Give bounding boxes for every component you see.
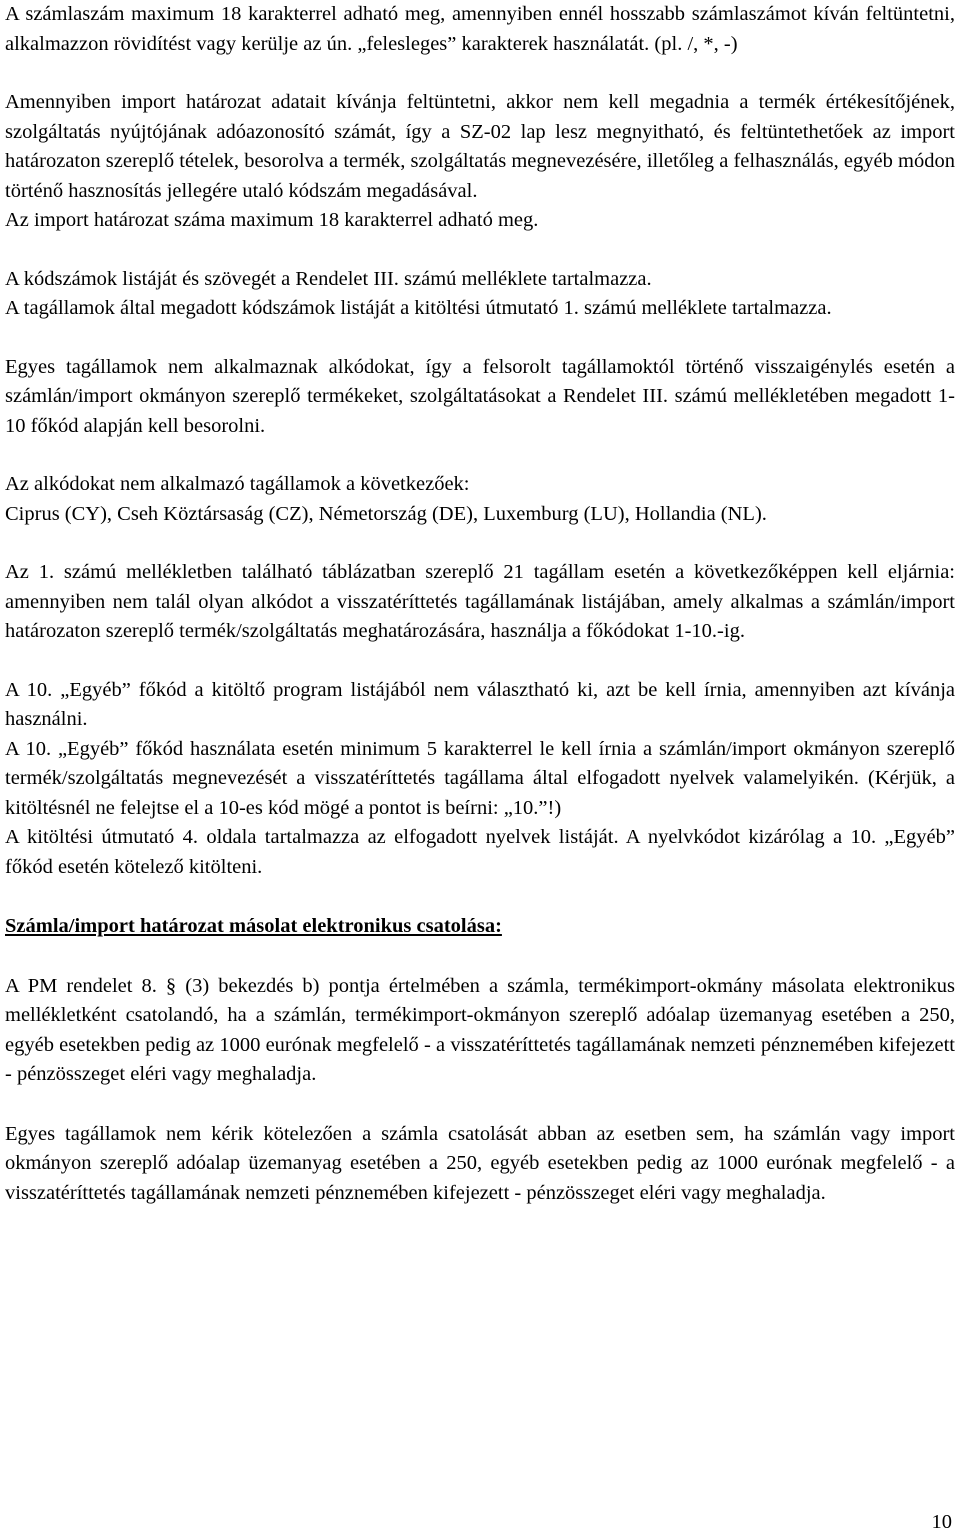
page-number: 10	[931, 1511, 952, 1533]
paragraph-code-10-not-selectable: A 10. „Egyéb” főkód a kitöltő program listájából nem választható ki, azt be kell írnia, amennyiben azt kívánja használni.	[5, 678, 955, 730]
paragraph-import-decision: Amennyiben import határozat adatait kívánja feltüntetni, akkor nem kell megadnia a termék értékesítőjének, szolgáltatás nyújtójának adóazonosító számát, így a SZ-02 lap lesz megnyitható, és feltüntethetőek az import határozaton szereplő tételek, besorolva a termék, szolgáltatás megnevezésére, illetőleg a felhasználás, egyéb módon történő hasznosítás jellegére utaló kódszám megadásával.	[5, 91, 955, 202]
paragraph-no-subcodes: Egyes tagállamok nem alkalmaznak alkódokat, így a felsorolt tagállamoktól történő visszaigénylés esetén a számlán/import okmányon szereplő termékeket, szolgáltatásokat a Rendelet III. számú mellékletében megadott 1- 10 főkód alapján kell besorolni.	[5, 355, 955, 437]
paragraph-states-without-subcodes-list: Ciprus (CY), Cseh Köztársaság (CZ), Németország (DE), Luxemburg (LU), Hollandia (NL).	[5, 502, 767, 525]
paragraph-pm-decree: A PM rendelet 8. § (3) bekezdés b) pontja értelmében a számla, termékimport-okmány másolata elektronikus mellékletként csatolandó, ha a számlán, termékimport-okmányon szereplő adóalap üzemanyag esetében a 250, egyéb esetekben pedig az 1000 eurónak megfelelő - a visszatéríttetés tagállamának nemzeti pénznemében kifejezett - pénzösszeget eléri vagy meghaladja.	[5, 974, 955, 1085]
paragraph-optional-attachment: Egyes tagállamok nem kérik kötelezően a számla csatolását abban az esetben sem, ha számlán vagy import okmányon szereplő adóalap üzemanyag esetében a 250, egyéb esetekben pedig az 1000 eurónak megfelelő - a visszatéríttetés tagállamának nemzeti pénznemében kifejezett - pénzösszeget eléri vagy meghaladja.	[5, 1122, 955, 1204]
paragraph-language-list: A kitöltési útmutató 4. oldala tartalmazza az elfogadott nyelvek listáját. A nyelvkódot kizárólag a 10. „Egyéb” főkód esetén kötelező kitölteni.	[5, 826, 955, 878]
document-page	[5, 0, 955, 1208]
paragraph-member-state-codes: A tagállamok által megadott kódszámok listáját a kitöltési útmutató 1. számú melléklete tartalmazza.	[5, 297, 832, 319]
paragraph-invoice-number-length: A számlaszám maximum 18 karakterrel adható meg, amennyiben ennél hosszabb számlaszámot kíván feltüntetni, alkalmazzon rövidítést vagy kerülje az ún. „felesleges” karakterek használatát. (pl. /, *, -)	[5, 3, 955, 55]
paragraph-code-list: A kódszámok listáját és szövegét a Rendelet III. számú melléklete tartalmazza.	[5, 267, 652, 290]
paragraph-21-member-states: Az 1. számú mellékletben található táblázatban szereplő 21 tagállam esetén a következőképpen kell eljárnia: amennyiben nem talál olyan alkódot a visszatéríttetés tagállamának listájában, amely alkalmas a számlán/import határozaton szereplő termék/szolgáltatás meghatározására, használja a főkódokat 1-10.-ig.	[5, 561, 955, 642]
paragraph-code-10-usage: A 10. „Egyéb” főkód használata esetén minimum 5 karakterrel le kell írnia a számlán/import okmányon szereplő termék/szolgáltatás megnevezését a visszatéríttetés tagállama által elfogadott nyelvek valamelyikén. (Kérjük, a kitöltésnél ne felejtse el a 10-es kód mögé a pontot is beírni: „10.”!)	[5, 737, 955, 819]
paragraph-import-number-length: Az import határozat száma maximum 18 karakterrel adható meg.	[5, 209, 539, 231]
paragraph-states-without-subcodes-intro: Az alkódokat nem alkalmazó tagállamok a következőek:	[5, 473, 470, 495]
section-heading-attachment: Számla/import határozat másolat elektronikus csatolása:	[5, 915, 502, 937]
